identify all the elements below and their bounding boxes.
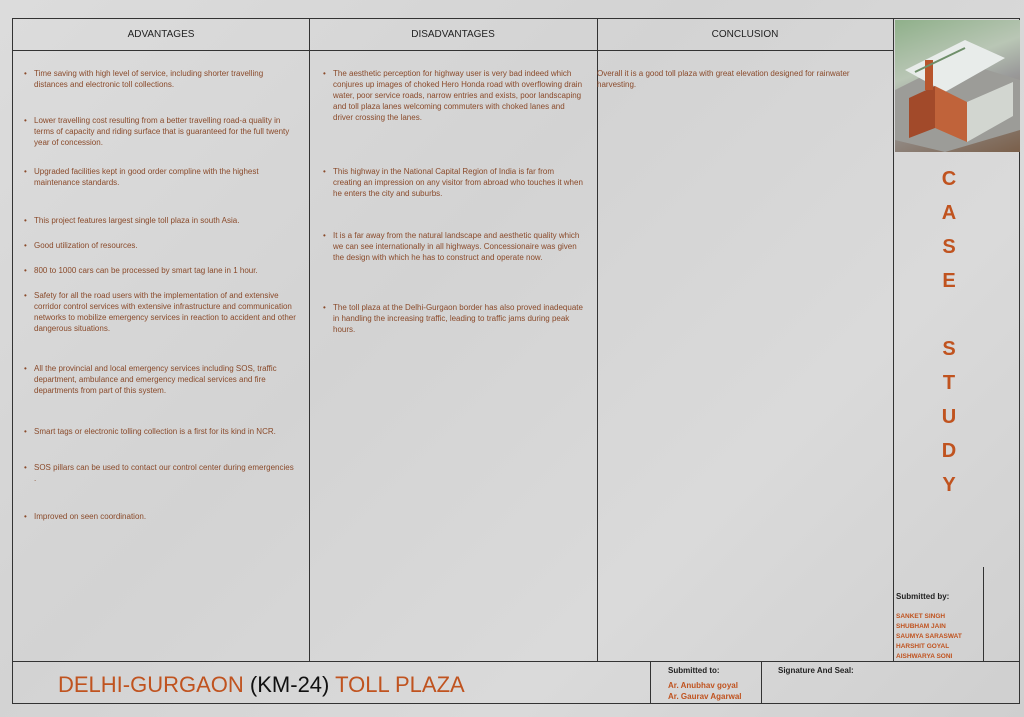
submitted-by-label: Submitted by: xyxy=(896,592,950,601)
sidebar-divider xyxy=(983,567,984,661)
case-study-letter: A xyxy=(941,202,957,224)
column-divider xyxy=(893,18,894,661)
case-study-vertical-title xyxy=(924,162,974,502)
advantage-item: • Good utilization of resources. xyxy=(24,240,296,251)
student-name: AISHWARYA SONI xyxy=(896,653,953,660)
disadvantage-item: • This highway in the National Capital Region of India is far from creating an impression on any visitor from abroad who touches it when he enters the city and suburbs. xyxy=(323,166,583,199)
case-study-letter: T xyxy=(942,372,956,394)
title-part: TOLL PLAZA xyxy=(329,672,465,697)
advantage-item: • SOS pillars can be used to contact our control center during emergencies . xyxy=(24,462,296,484)
case-study-letter: S xyxy=(942,236,956,258)
case-study-letter: S xyxy=(942,338,956,360)
advantage-item: • This project features largest single toll plaza in south Asia. xyxy=(24,215,296,226)
signature-label: Signature And Seal: xyxy=(778,666,854,675)
toll-plaza-render-image xyxy=(895,20,1020,152)
disadvantage-item: • The aesthetic perception for highway user is very bad indeed which conjures up images of choked Hero Honda road with overflowing drain water, poor service roads, narrow entries and exists, poor landscaping and toll plaza lanes welcoming commuters with choked lanes and driver crossing the lanes. xyxy=(323,68,583,123)
case-study-letter xyxy=(924,298,974,332)
title-part: (KM-24) xyxy=(249,672,330,697)
student-name: SHUBHAM JAIN xyxy=(896,623,946,630)
footer-divider xyxy=(650,661,651,704)
advantage-item: • Time saving with high level of service, including shorter travelling distances and electronic toll collections. xyxy=(24,68,296,90)
conclusion-header: CONCLUSION xyxy=(597,18,893,51)
advantage-item: • All the provincial and local emergency services including SOS, traffic department, ambulance and emergency medical services and fire departments from part of this system. xyxy=(24,363,296,396)
student-name: SANKET SINGH xyxy=(896,613,946,620)
submitted-to-names xyxy=(668,680,742,702)
disadvantage-item: • The toll plaza at the Delhi-Gurgaon border has also proved inadequate in handling the increasing traffic, leading to traffic jams during peak hours. xyxy=(323,302,583,335)
case-study-letter: Y xyxy=(942,474,956,496)
advantage-item: • Smart tags or electronic tolling collection is a first for its kind in NCR. xyxy=(24,426,296,437)
footer-divider xyxy=(761,661,762,704)
advantage-item: • Safety for all the road users with the implementation of and extensive corridor control services with extensive infrastructure and communication networks to mobilize emergency services in reaction to accident and other dangerous situations. xyxy=(24,290,296,334)
disadvantages-header: DISADVANTAGES xyxy=(309,18,597,51)
advantage-item: • Lower travelling cost resulting from a better travelling road-a quality in terms of capacity and riding surface that is guaranteed for the full twenty year of concession. xyxy=(24,115,296,148)
submitted-by-names xyxy=(896,612,962,662)
advantages-header: ADVANTAGES xyxy=(13,18,309,51)
case-study-letter: U xyxy=(941,406,957,428)
column-divider xyxy=(597,18,598,661)
case-study-letter: C xyxy=(941,168,957,190)
page-title xyxy=(58,672,465,698)
conclusion-text: Overall it is a good toll plaza with great elevation designed for rainwater harvesting. xyxy=(597,69,850,89)
advantage-item: • Upgraded facilities kept in good order compline with the highest maintenance standards. xyxy=(24,166,296,188)
student-name: HARSHIT GOYAL xyxy=(896,643,950,650)
title-part: DELHI-GURGAON xyxy=(58,672,250,697)
case-study-letter: D xyxy=(941,440,957,462)
advantage-item: • 800 to 1000 cars can be processed by smart tag lane in 1 hour. xyxy=(24,265,296,276)
case-study-letter: E xyxy=(942,270,956,292)
footer-divider xyxy=(12,661,1020,662)
guide-name: Ar. Anubhav goyal xyxy=(668,681,738,690)
guide-name: Ar. Gaurav Agarwal xyxy=(668,692,742,701)
column-divider xyxy=(309,18,310,661)
submitted-to-label: Submitted to: xyxy=(668,666,720,675)
advantage-item: • Improved on seen coordination. xyxy=(24,511,296,522)
disadvantage-item: • It is a far away from the natural landscape and aesthetic quality which we can see internationally in all highways. Concessionaire was given the design with which he has to construct and operate now. xyxy=(323,230,583,263)
student-name: SAUMYA SARASWAT xyxy=(896,633,962,640)
